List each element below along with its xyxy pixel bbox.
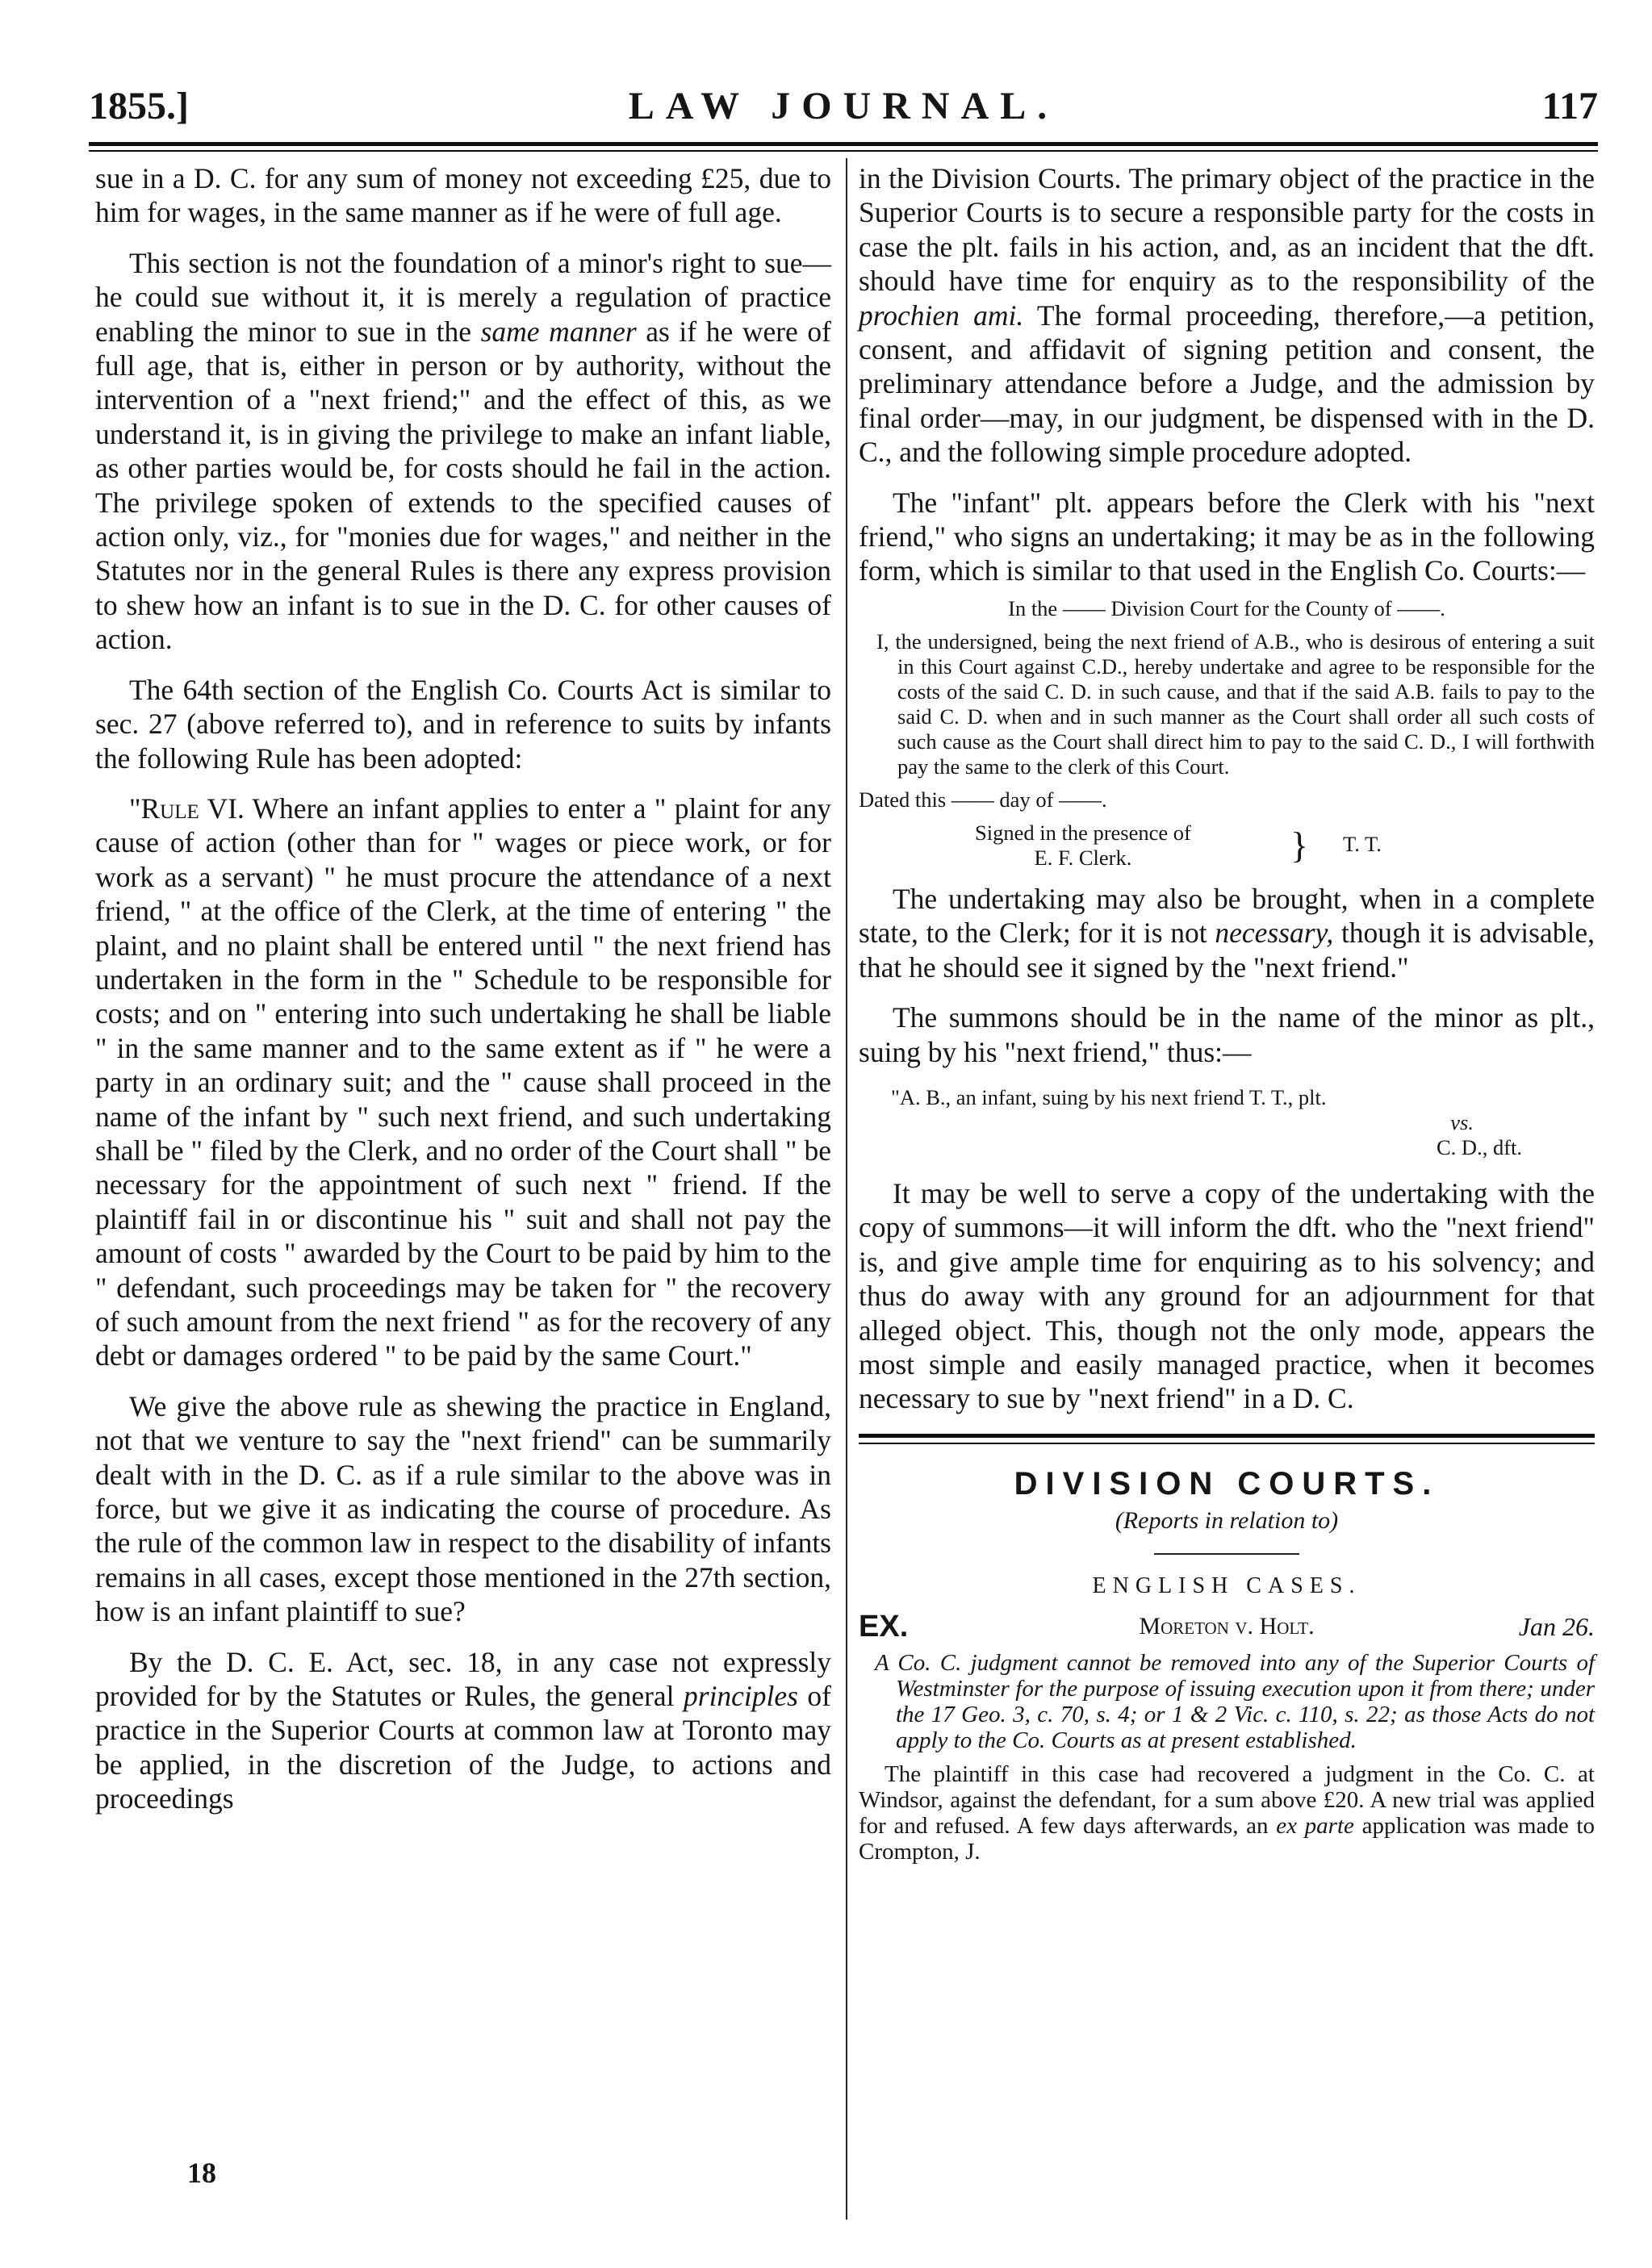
paragraph-dce-act: By the D. C. E. Act, sec. 18, in any case not expressly provided for by the Statutes or Rules, the general principles of practice in the Superior Courts at common law at Toronto may be applied, in the discretion of the Judge, to actions and proceedings xyxy=(95,1645,831,1815)
sub-heading: ENGLISH CASES. xyxy=(1092,1573,1361,1598)
paragraph-minor-right: This section is not the foundation of a minor's right to sue—he could sue without it, it is merely a regulation of practice enabling the minor to sue in the same manner as if he were of full age, that is, either in person or by authority, without the intervention of a "next friend;" and the effect of this, as we understand it, is in giving the privilege to make an infant liable, as other parties would be, for costs should he fail in the action. The privilege spoken of extends to the specified causes of action only, viz., for "monies due for wages," and neither in the Statutes nor in the general Rules is there any express provision to shew how an infant is to sue in the D. C. for other causes of action. xyxy=(95,246,832,656)
section-rule-thick xyxy=(859,1434,1595,1438)
case-court: EX. xyxy=(859,1609,909,1644)
paragraph-serve-copy: It may be well to serve a copy of the undertaking with the copy of summons—it will inform the dft. who the "next friend" is, and give ample time for enquiring as to his solvency; and thus do away with any ground for an adjournment for that alleged object. This, though not the only mode, appears the most simple and easily managed practice, when it becomes necessary to sue by "next friend" in a D. C. xyxy=(859,1176,1595,1415)
case-headnote: A Co. C. judgment cannot be removed into any of the Superior Courts of Westminster for the purpose of issuing execution upon it from there; under the 17 Geo. 3, c. 70, s. 4; or 1 & 2 Vic. c. 110, s. 22; as those Acts do not apply to the Co. Courts as at present established. xyxy=(875,1649,1595,1753)
header-year: 1855.] xyxy=(89,85,189,127)
running-header xyxy=(89,84,1598,140)
case-date: Jan 26. xyxy=(1518,1611,1595,1641)
small-divider xyxy=(1154,1553,1299,1555)
case-caption xyxy=(859,1610,1595,1645)
rule-vi-quote: "Rule VI. Where an infant applies to enter a " plaint for any cause of action (other than for " wages or piece work, or for work as a servant) " he must procure the attendance of a next friend, " at the office of the Clerk, at the time of entering " the plaint, and no plaint shall be entered until " the next friend has undertaken in the form in the " Schedule to be responsible for costs; and on " entering into such undertaking he shall be liable " in the same manner and to the same extent as if " he were a party in an ordinary suit; and the " cause shall proceed in the name of the infant by " such next friend, and such undertaking shall be " filed by the Clerk, and no order of the Court shall " be necessary for the appointment of such next " friend. If the plaintiff fail in or discontinue his " suit and shall not pay the amount of costs " awarded by the Court to be paid by him to the " defendant, such proceedings may be taken for " the recovery of such amount from the next friend " as for the recovery of any debt or damages ordered " to be paid by the same Court." xyxy=(95,792,831,1372)
form-signed-block: Signed in the presence of E. F. Clerk. xyxy=(975,820,1191,870)
paragraph-english-act: The 64th section of the English Co. Courts Act is similar to sec. 27 (above referred to), and in reference to suits by infants the following Rule has been adopted: xyxy=(95,673,831,775)
form-brace: } xyxy=(1290,824,1309,866)
form-body: I, the undersigned, being the next friend of A.B., who is desirous of entering a suit in this Court against C.D., hereby undertake and agree to be responsible for the costs of the said C. D. in such cause, and that if the said A.B. fails to pay to the said C. D. when and in such manner as the Court shall order all such costs of such cause as the Court shall direct him to pay to the said C. D., I will forthwith pay the same to the clerk of this Court. xyxy=(876,629,1595,779)
section-title: DIVISION COURTS. xyxy=(1014,1465,1440,1502)
paragraph-infant-appears: The "infant" plt. appears before the Clerk with his "next friend," who signs an undertaking; it may be as in the following form, which is similar to that used in the English Co. Courts:— xyxy=(859,486,1595,587)
form-heading: In the —— Division Court for the County of ——. xyxy=(1008,595,1445,620)
paragraph-undertaking: The undertaking may also be brought, when in a complete state, to the Clerk; for it is not necessary, though it is advisable, that he should see it signed by the "next friend." xyxy=(859,882,1595,984)
page-number: 117 xyxy=(1541,85,1598,127)
case-body: The plaintiff in this case had recovered a judgment in the Co. C. at Windsor, against the defendant, for a sum above £20. A new trial was applied for and refused. A few days afterwards, an ex parte application was made to Crompton, J. xyxy=(859,1761,1595,1865)
form-dated: Dated this —— day of ——. xyxy=(859,787,1107,812)
signature-mark: 18 xyxy=(187,2157,216,2189)
right-column xyxy=(859,161,1595,1865)
header-rule-thick xyxy=(89,142,1598,146)
header-rule-thin xyxy=(89,150,1598,152)
section-rule-thin xyxy=(859,1443,1595,1444)
paragraph-practice-england: We give the above rule as shewing the practice in England, not that we venture to say the "next friend" can be summarily dealt with in the D. C. as if a rule similar to the above was in force, but we give it as indicating the course of procedure. As the rule of the common law in respect to the disability of infants remains in all cases, except those mentioned in the 27th section, how is an infant plaintiff to sue? xyxy=(95,1389,831,1628)
left-column xyxy=(95,161,831,1816)
paragraph-superior-courts: in the Division Courts. The primary object of the practice in the Superior Courts is to secure a responsible party for the costs in case the plt. fails in his action, and, as an incident that the dft. should have time for enquiry as to the responsibility of the prochien ami. The formal proceeding, therefore,—a petition, consent, and affidavit of signing petition and consent, the preliminary attendance before a Judge, and the admission by final order—may, in our judgment, be dispensed with in the D. C., and the following simple procedure adopted. xyxy=(859,162,1595,469)
form-signer: T. T. xyxy=(1343,831,1382,856)
column-separator xyxy=(846,158,847,2220)
paragraph-continued: sue in a D. C. for any sum of money not exceeding £25, due to him for wages, in the same manner as if he were of full age. xyxy=(95,162,831,229)
case-name: Moreton v. Holt. xyxy=(1139,1612,1315,1639)
pleading-example: "A. B., an infant, suing by his next friend T. T., plt. vs. C. D., dft. xyxy=(891,1084,1522,1159)
section-subtitle: (Reports in relation to) xyxy=(1115,1507,1339,1535)
paragraph-summons: The summons should be in the name of the minor as plt., suing by his "next friend," thus:— xyxy=(859,1001,1595,1068)
form-signature xyxy=(859,821,1595,874)
journal-title: LAW JOURNAL. xyxy=(628,85,1059,127)
